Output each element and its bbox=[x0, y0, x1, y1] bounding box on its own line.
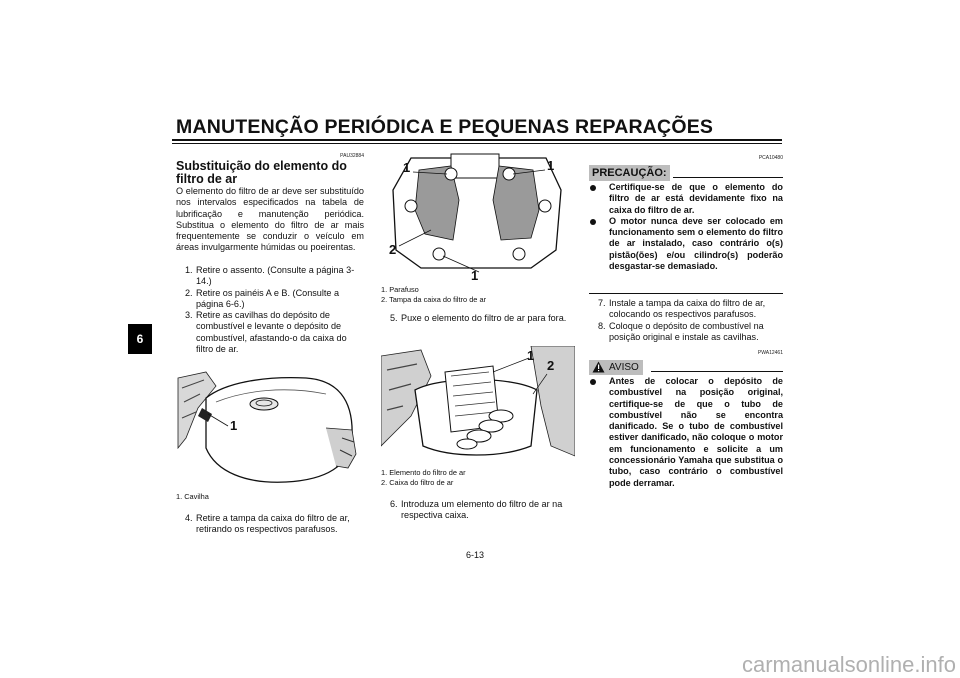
title-rule bbox=[172, 139, 782, 141]
warning-triangle-icon bbox=[592, 361, 605, 373]
steps-list-1-3 bbox=[176, 265, 364, 355]
chapter-tab: 6 bbox=[128, 324, 152, 354]
title-rule-thin bbox=[172, 143, 782, 144]
figure-label: 2 bbox=[389, 242, 397, 257]
step-5 bbox=[381, 313, 575, 324]
air-filter-element-figure bbox=[381, 346, 575, 464]
step-item: 2. Retire os painéis A e B. (Consulte a página 6-6.) bbox=[185, 287, 340, 309]
step-6 bbox=[381, 499, 575, 522]
step-item: 7. Instale a tampa da caixa do filtro de ar, colocando os respectivos parafusos. bbox=[598, 298, 766, 320]
figure-label: 1 bbox=[471, 268, 479, 283]
figure-caption: 1. Cavilha bbox=[176, 492, 209, 501]
figure-label: 1 bbox=[230, 418, 238, 433]
step-item: 3. Retire as cavilhas do depósito de combustível e levante o depósito de combustível, afastando-o da caixa do filtro de ar. bbox=[185, 310, 347, 355]
page-title: MANUTENÇÃO PERIÓDICA E PEQUENAS REPARAÇÕES bbox=[176, 116, 714, 138]
figure-caption: 1. Elemento do filtro de ar 2. Caixa do filtro de ar bbox=[381, 468, 466, 487]
figure-caption: 1. Parafuso 2. Tampa da caixa do filtro de ar bbox=[381, 285, 487, 304]
airbox-cover-figure bbox=[381, 150, 575, 290]
page-number: 6-13 bbox=[466, 550, 485, 560]
warning-rule bbox=[651, 371, 783, 372]
figure-label: 1 bbox=[547, 158, 555, 173]
warning-list bbox=[589, 376, 783, 489]
step-item: 8. Coloque o depósito de combustível na posição original e instale as cavilhas. bbox=[598, 320, 764, 342]
caution-end-rule bbox=[589, 293, 783, 294]
caution-list bbox=[589, 182, 783, 272]
caution-header bbox=[589, 163, 783, 179]
step-item: 6. Introduza um elemento do filtro de ar na respectiva caixa. bbox=[390, 499, 563, 521]
step-item: 4. Retire a tampa da caixa do filtro de ar, retirando os respectivos parafusos. bbox=[185, 513, 350, 535]
warning-header bbox=[589, 357, 783, 373]
caution-code: PCA10480 bbox=[758, 155, 783, 161]
caution-label: PRECAUÇÃO: bbox=[589, 165, 670, 181]
step-4 bbox=[176, 513, 364, 536]
warning-code: PWA12461 bbox=[757, 350, 783, 356]
steps-list-7-8 bbox=[589, 298, 783, 343]
caution-item: Certifique-se de que o elemento do filtro de ar está devidamente fixo na caixa do filtro de ar. bbox=[589, 182, 783, 216]
caution-item: O motor nunca deve ser colocado em funcionamento sem o elemento do filtro de ar instalado, caso contrário o(s) pistão(ões) e/ou cilindro(s) poderão desgastar-se demasiado. bbox=[589, 216, 783, 272]
section-code: PAU32884 bbox=[340, 153, 364, 159]
figure-label: 2 bbox=[547, 358, 555, 373]
step-item: 5. Puxe o elemento do filtro de ar para fora. bbox=[390, 313, 567, 323]
figure-label: 1 bbox=[403, 160, 411, 175]
step-item: 1. Retire o assento. (Consulte a página 3-14.) bbox=[185, 265, 355, 287]
section-title: Substituição do elemento do filtro de ar bbox=[176, 159, 347, 186]
fuel-tank-figure bbox=[176, 368, 362, 488]
watermark: carmanualsonline.info bbox=[741, 652, 956, 677]
caution-rule bbox=[673, 177, 783, 178]
warning-label: AVISO bbox=[609, 362, 639, 373]
warning-item: Antes de colocar o depósito de combustível na posição original, certifique-se de que o tubo de combustível não se encontra danificado. Se o tubo de combustível estiver danificado, não coloque o motor em funcionamento e solicite a um concessionário Yamaha que substitua o tubo, caso contrário o combustível pode derramar. bbox=[589, 376, 783, 489]
warning-badge bbox=[589, 360, 643, 375]
intro-paragraph: O elemento do filtro de ar deve ser substituído nos intervalos especificados na tabela de lubrificação e manutenção periódica. Substitua o elemento do filtro de ar mais frequentemente se conduzir o veículo em áreas invulgarmente húmidas ou poeirentas. bbox=[176, 186, 364, 253]
figure-label: 1 bbox=[527, 348, 535, 363]
